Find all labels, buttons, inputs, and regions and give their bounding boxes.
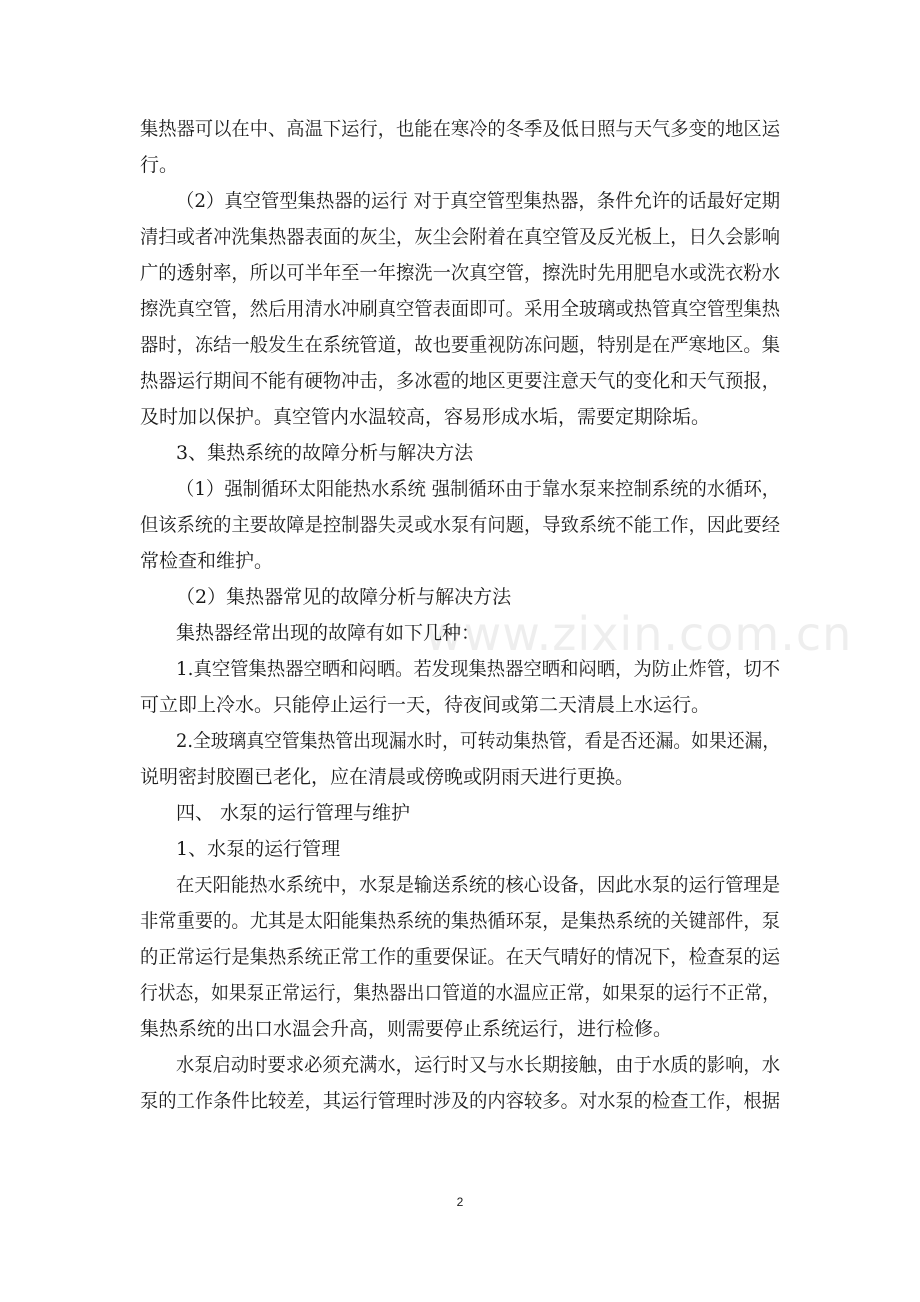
text-line: 器时，冻结一般发生在系统管道，故也要重视防冻问题，特别是在严寒地区。集	[140, 334, 781, 356]
text-line: 集热器经常出现的故障有如下几种：	[176, 622, 481, 644]
page-number: 2	[456, 1195, 464, 1209]
watermark: www.zixin.com.cn	[425, 607, 853, 661]
chapter-heading: 四、 水泵的运行管理与维护	[176, 802, 411, 824]
text-line: 说明密封胶圈已老化，应在清晨或傍晚或阴雨天进行更换。	[140, 766, 635, 788]
text-line: 行状态，如果泵正常运行，集热器出口管道的水温应正常，如果泵的运行不正常，	[140, 982, 781, 1004]
sub-heading: （2）集热器常见的故障分析与解决方法	[176, 586, 512, 608]
text-line: 集热器可以在中、高温下运行，也能在寒冷的冬季及低日照与天气多变的地区运	[140, 118, 781, 140]
section-heading: 1、水泵的运行管理	[176, 838, 341, 860]
text-line: 常检查和维护。	[140, 550, 274, 572]
text-line: 可立即上冷水。只能停止运行一天，待夜间或第二天清晨上水运行。	[140, 694, 711, 716]
text-line: 广的透射率，所以可半年至一年擦洗一次真空管，擦洗时先用肥皂水或洗衣粉水	[140, 262, 781, 284]
text-line: （1）强制循环太阳能热水系统 强制循环由于靠水泵来控制系统的水循环，	[176, 478, 781, 500]
text-line: 及时加以保护。真空管内水温较高，容易形成水垢，需要定期除垢。	[140, 406, 711, 428]
text-line: 但该系统的主要故障是控制器失灵或水泵有问题，导致系统不能工作，因此要经	[140, 514, 781, 536]
section-heading: 3、集热系统的故障分析与解决方法	[176, 442, 474, 464]
text-line: 行。	[140, 154, 179, 176]
text-line: 擦洗真空管，然后用清水冲刷真空管表面即可。采用全玻璃或热管真空管型集热	[140, 298, 781, 320]
text-line: 水泵启动时要求必须充满水，运行时又与水长期接触，由于水质的影响，水	[176, 1054, 781, 1076]
text-line: 非常重要的。尤其是太阳能集热系统的集热循环泵，是集热系统的关键部件，泵	[140, 910, 781, 932]
text-line: 2.全玻璃真空管集热管出现漏水时，可转动集热管，看是否还漏。如果还漏，	[176, 730, 781, 752]
text-line: 泵的工作条件比较差，其运行管理时涉及的内容较多。对水泵的检查工作，根据	[140, 1090, 781, 1112]
text-line: 集热系统的出口水温会升高，则需要停止系统运行，进行检修。	[140, 1018, 673, 1040]
text-line: 的正常运行是集热系统正常工作的重要保证。在天气晴好的情况下，检查泵的运	[140, 946, 781, 968]
text-line: 热器运行期间不能有硬物冲击，多冰雹的地区更要注意天气的变化和天气预报，	[140, 370, 781, 392]
text-line: 在天阳能热水系统中，水泵是输送系统的核心设备，因此水泵的运行管理是	[176, 874, 781, 896]
text-line: 清扫或者冲洗集热器表面的灰尘，灰尘会附着在真空管及反光板上，日久会影响	[140, 226, 781, 248]
text-line: （2）真空管型集热器的运行 对于真空管型集热器，条件允许的话最好定期	[176, 190, 781, 212]
text-line: 1.真空管集热器空晒和闷晒。若发现集热器空晒和闷晒，为防止炸管，切不	[176, 658, 781, 680]
